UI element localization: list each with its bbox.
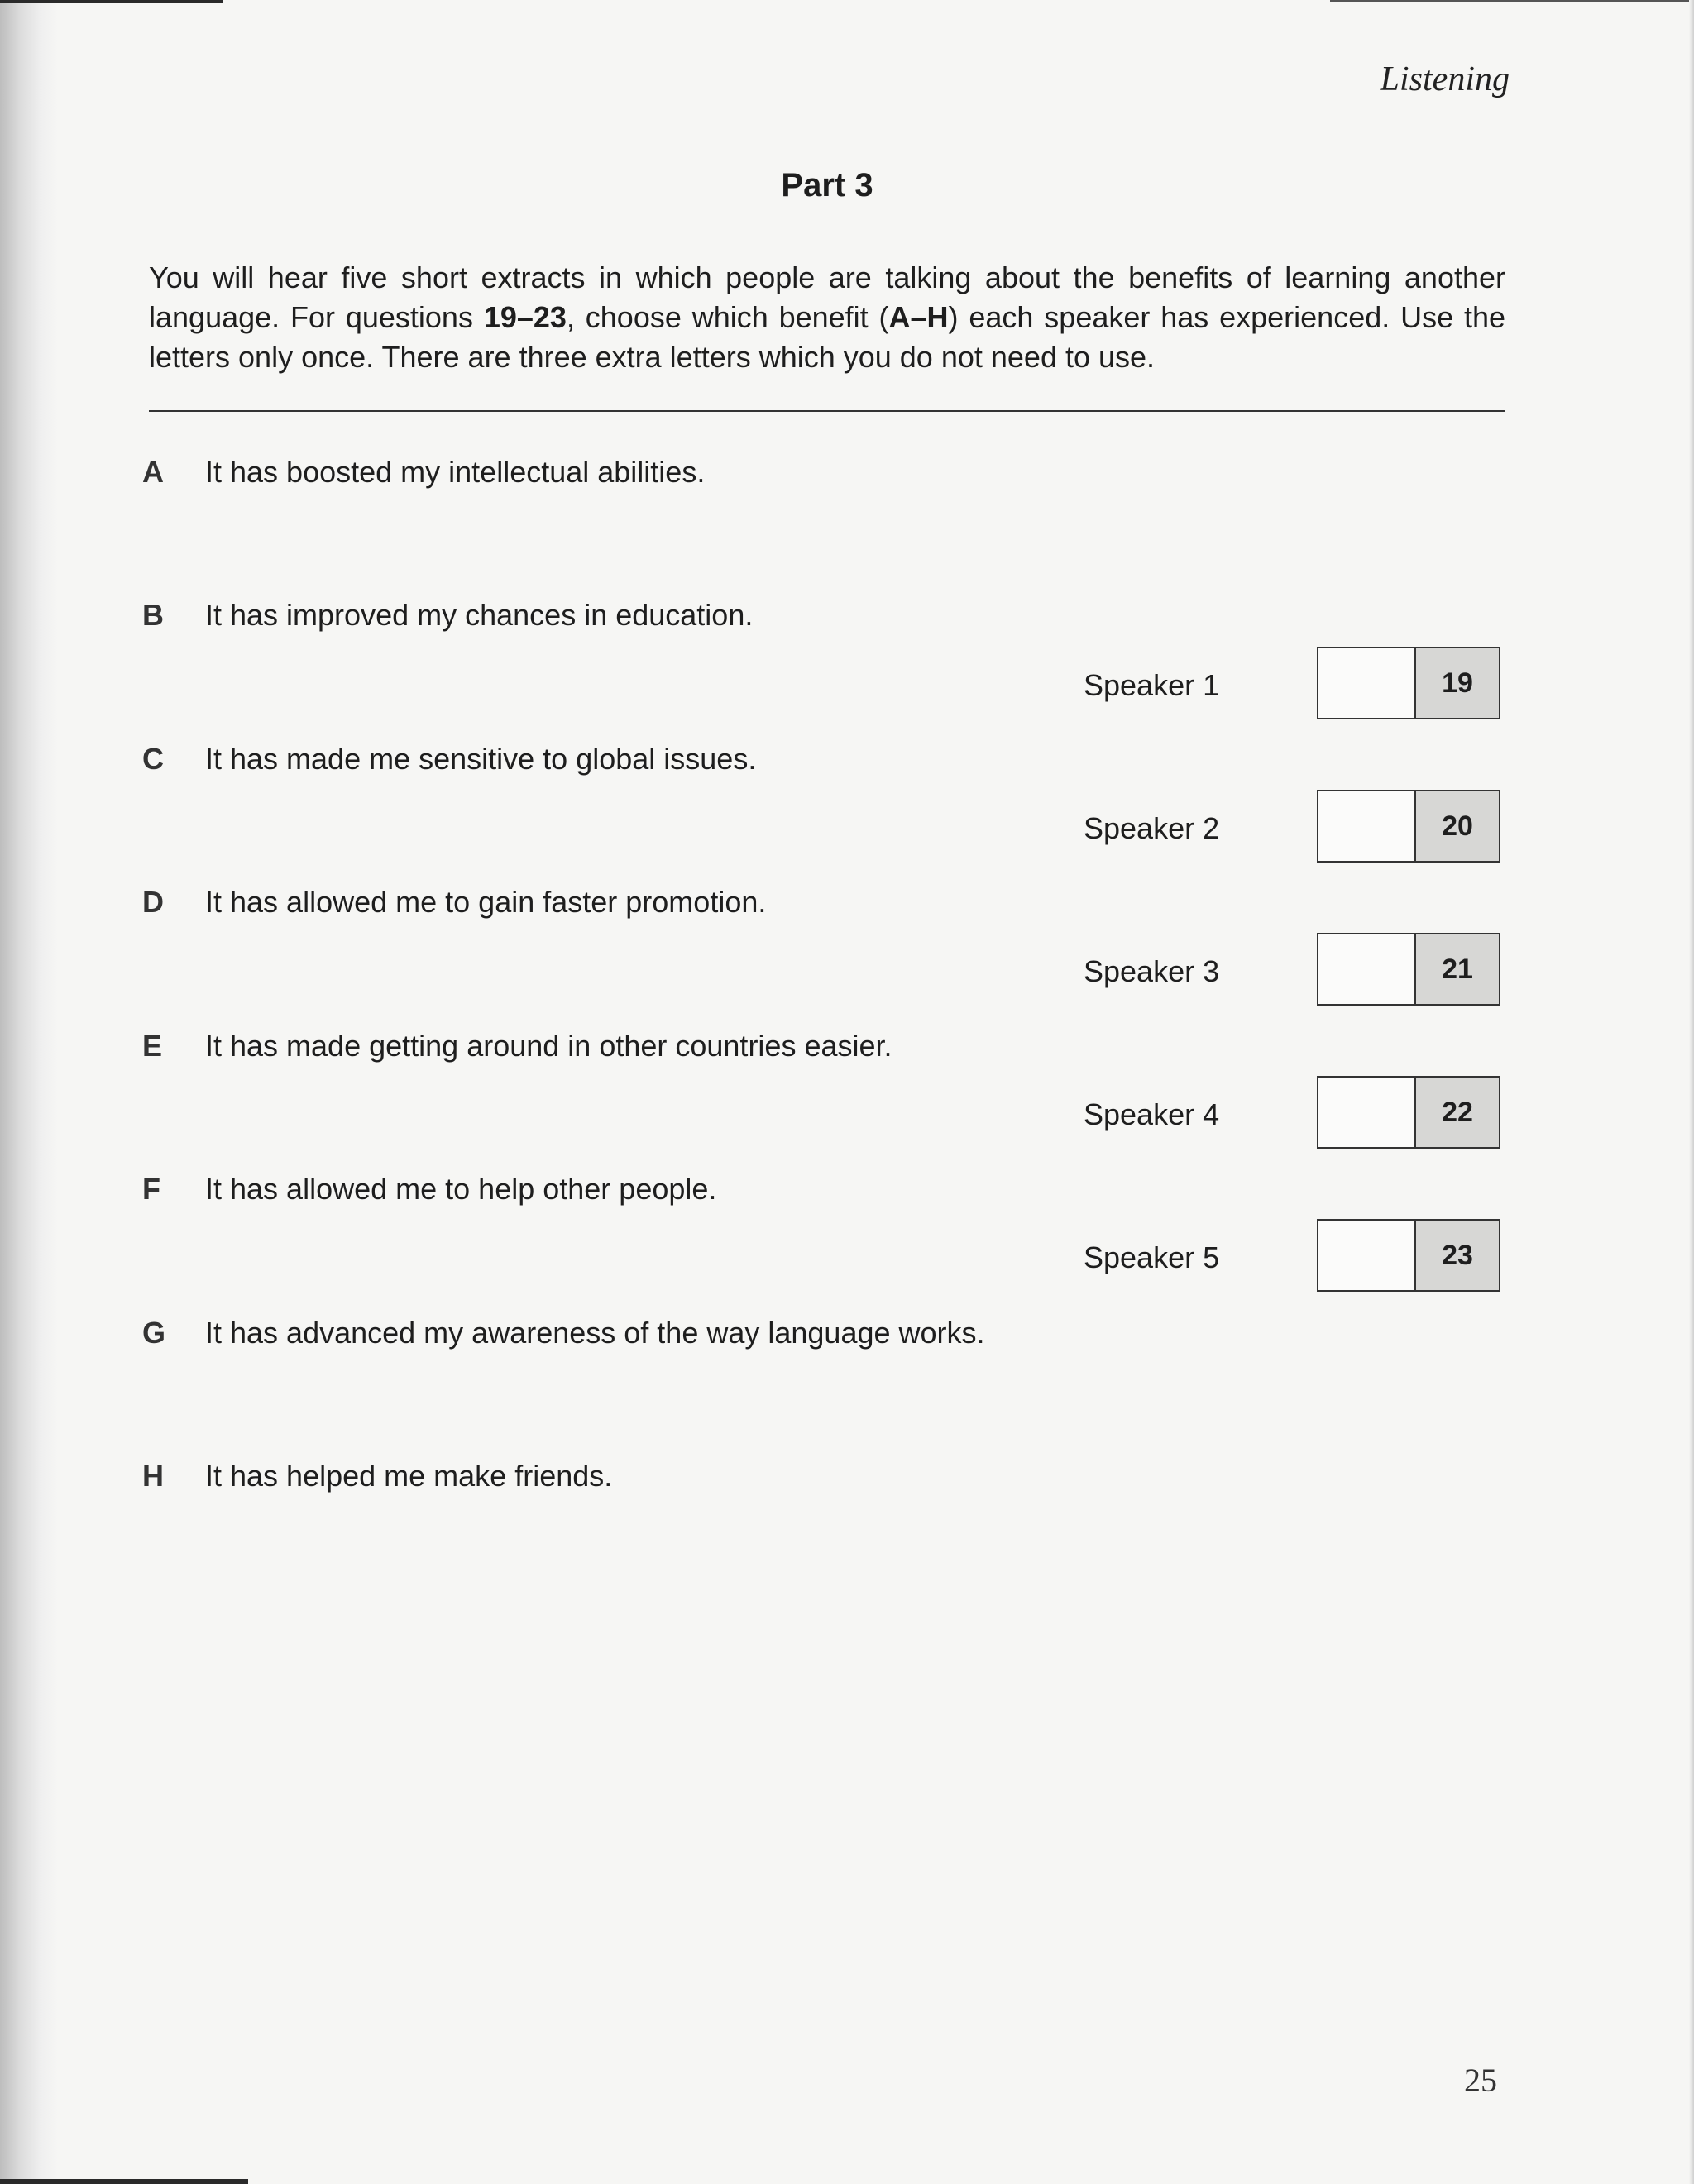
answer-box[interactable] [1317, 790, 1500, 863]
option-text: It has improved my chances in education. [205, 598, 754, 632]
option-text: It has made me sensitive to global issues. [205, 742, 757, 776]
option-d [142, 885, 1093, 920]
option-text: It has allowed me to help other people. [205, 1172, 717, 1206]
option-letter: B [142, 598, 164, 632]
instructions-text-3: ) each speaker has experienced. Use the letters only once. There are three extra letters which you do not need to use. [149, 300, 1506, 374]
speaker-label: Speaker 3 [1084, 954, 1220, 988]
page-edge-top-left [0, 0, 223, 3]
instructions [149, 258, 1505, 377]
question-number: 20 [1414, 791, 1499, 861]
page-edge-top-right [1330, 0, 1694, 2]
instructions-text-1: You will hear five short extracts in which people are talking about the benefits of learning another language. For questions [149, 260, 1505, 334]
option-f [142, 1172, 1093, 1207]
speaker-label: Speaker 2 [1084, 811, 1220, 845]
option-letter: G [142, 1316, 166, 1350]
question-number: 23 [1414, 1221, 1499, 1290]
speaker-row-3 [1084, 933, 1514, 1007]
option-letter: F [142, 1172, 160, 1206]
answer-box[interactable] [1317, 933, 1500, 1006]
speaker-row-4 [1084, 1076, 1514, 1150]
option-h [142, 1459, 1093, 1493]
running-head: Listening [1380, 60, 1510, 98]
page-edge-right [1689, 0, 1694, 2184]
option-text: It has allowed me to gain faster promotion. [205, 885, 767, 919]
question-number: 19 [1414, 648, 1499, 718]
answer-box[interactable] [1317, 1076, 1500, 1149]
option-text: It has made getting around in other countries easier. [205, 1029, 892, 1063]
speaker-label: Speaker 1 [1084, 668, 1220, 702]
option-text: It has advanced my awareness of the way language works. [205, 1316, 985, 1350]
answer-box[interactable] [1317, 1219, 1500, 1292]
option-c [142, 742, 1093, 777]
letter-range: A–H [888, 300, 949, 334]
page-edge-bottom [0, 2179, 248, 2184]
speaker-row-5 [1084, 1219, 1514, 1293]
question-number: 21 [1414, 934, 1499, 1004]
option-letter: H [142, 1459, 164, 1493]
speaker-row-1 [1084, 647, 1514, 721]
answer-box[interactable] [1317, 647, 1500, 719]
option-letter: D [142, 885, 164, 919]
option-text: It has boosted my intellectual abilities. [205, 455, 706, 489]
option-e [142, 1029, 1093, 1063]
page-number: 25 [1464, 2062, 1497, 2099]
option-b [142, 598, 1093, 633]
part-title: Part 3 [781, 167, 873, 203]
binding-shadow [0, 0, 58, 2184]
speaker-label: Speaker 4 [1084, 1097, 1220, 1131]
instructions-text-2: , choose which benefit ( [566, 300, 889, 334]
divider-rule [149, 410, 1505, 412]
question-number: 22 [1414, 1078, 1499, 1147]
question-range: 19–23 [483, 300, 567, 334]
option-letter: E [142, 1029, 163, 1063]
option-a [142, 455, 1093, 490]
speaker-row-2 [1084, 790, 1514, 864]
option-letter: A [142, 455, 164, 489]
option-letter: C [142, 742, 164, 776]
speaker-label: Speaker 5 [1084, 1240, 1220, 1274]
option-text: It has helped me make friends. [205, 1459, 613, 1493]
option-g [142, 1316, 1093, 1350]
